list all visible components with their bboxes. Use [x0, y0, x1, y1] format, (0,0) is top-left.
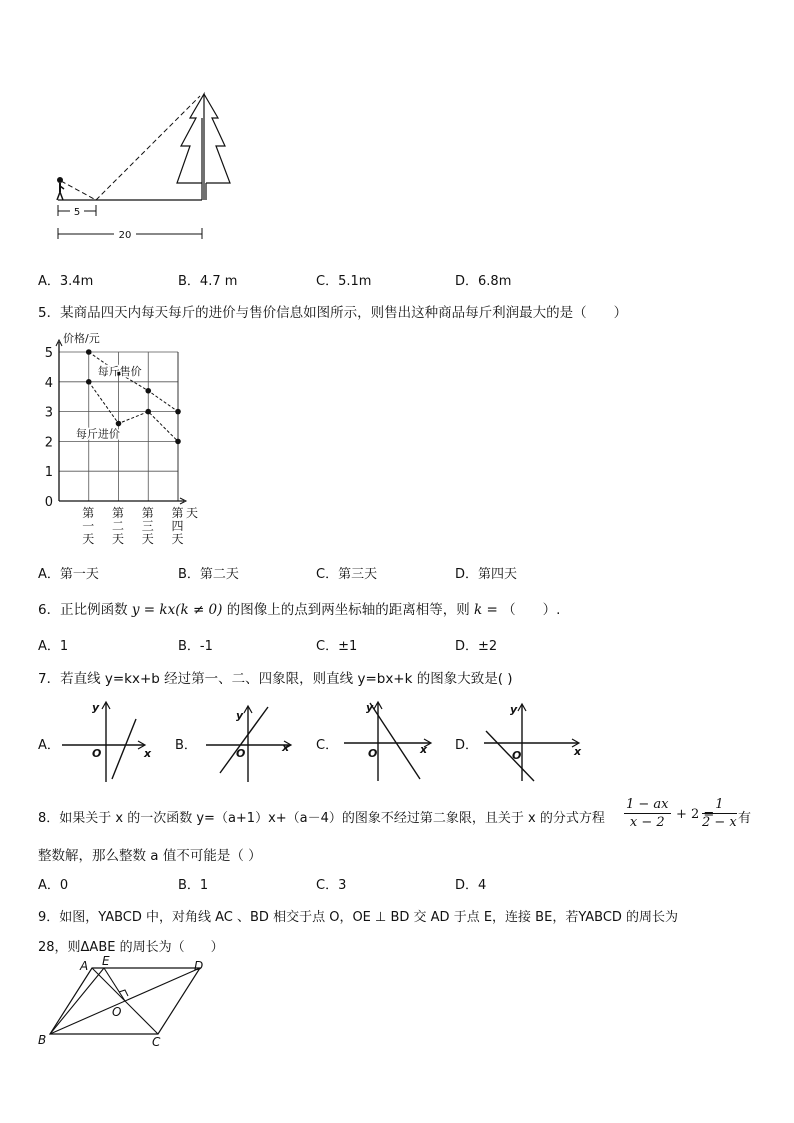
q7-option-a-graph[interactable] [56, 697, 166, 785]
svg-text:x: x [420, 743, 428, 756]
svg-text:B: B [38, 1033, 47, 1047]
svg-text:A: A [80, 959, 89, 973]
q5-option-b[interactable]: B．第二天 [178, 567, 239, 582]
svg-text:O: O [112, 1005, 122, 1019]
q6-option-a[interactable]: A．1 [38, 639, 69, 654]
q7-option-b-label[interactable]: B． [175, 738, 197, 753]
person-icon [57, 177, 64, 200]
category-label: 第 [82, 506, 95, 520]
category-label: 第 [141, 506, 154, 520]
y-tick-label: 5 [44, 346, 53, 361]
category-label: 二 [111, 519, 125, 533]
price-chart [30, 325, 210, 555]
svg-text:O: O [92, 747, 102, 760]
q8-stem-line2: 整数解，那么整数 a 值不可能是（ ） [38, 848, 262, 864]
q5-option-c[interactable]: C．第三天 [316, 567, 378, 582]
q8-option-c[interactable]: C．3 [316, 878, 347, 893]
q7-option-a-label[interactable]: A． [38, 738, 60, 753]
graph-line [220, 707, 268, 773]
x-axis-label: 天 [186, 506, 199, 520]
category-label: 天 [82, 532, 95, 546]
series-label-buy: 每斤进价 [75, 427, 120, 441]
category-label: 一 [82, 519, 95, 533]
q7-stem: 7．若直线 y=kx+b 经过第一、二、四象限，则直线 y=bx+k 的图象大致是( ) [38, 671, 513, 687]
tree-shadow-figure [40, 88, 240, 248]
category-label: 天 [111, 532, 125, 546]
data-point [86, 379, 92, 385]
q5-stem: 5．某商品四天内每天每斤的进价与售价信息如图所示，则售出这种商品每斤利润最大的是（ ） [38, 305, 628, 321]
data-point [175, 439, 181, 445]
y-tick-label: 2 [44, 435, 53, 451]
q8-option-b[interactable]: B．1 [178, 878, 209, 893]
data-point [86, 349, 92, 355]
q4-option-d[interactable]: D．6.8m [455, 274, 512, 289]
q7-option-d-label[interactable]: D． [455, 738, 479, 753]
category-label: 第 [111, 506, 125, 520]
svg-text:y: y [92, 701, 100, 714]
tree-icon [177, 94, 230, 200]
data-point [145, 409, 151, 415]
data-point [145, 388, 151, 394]
q8-stem-a: 8．如果关于 x 的一次函数 y=（a+1）x+（a－4）的图象不经过第二象限，且关于 x 的分式方程 [38, 811, 605, 826]
svg-text:x: x [574, 745, 582, 758]
category-label: 天 [171, 532, 184, 546]
parallelogram-figure [30, 952, 220, 1052]
q6-option-d[interactable]: D．±2 [455, 639, 498, 654]
q6-option-b[interactable]: B．-1 [178, 639, 213, 654]
q8-plus-two: + 2 = [676, 807, 715, 822]
svg-text:C: C [152, 1035, 161, 1049]
svg-text:y: y [510, 703, 518, 716]
dimension-label-5: 5 [73, 207, 81, 218]
q7-option-b-graph[interactable] [200, 697, 310, 785]
category-label: 第 [171, 506, 184, 520]
q6-formula: y = kx(k ≠ 0) [131, 602, 223, 618]
q4-option-a[interactable]: A．3.4m [38, 274, 94, 289]
q4-option-b[interactable]: B．4.7 m [178, 274, 238, 289]
svg-text:y: y [366, 701, 374, 714]
svg-text:y: y [236, 709, 244, 722]
segment-be [50, 968, 104, 1034]
q8-option-d[interactable]: D．4 [455, 878, 487, 893]
q9-stem-line2: 28，则ΔABE 的周长为（ ） [38, 940, 224, 955]
svg-text:E: E [102, 954, 110, 968]
graph-line [112, 719, 136, 779]
graph-line [486, 731, 534, 781]
q8-option-a[interactable]: A．0 [38, 878, 69, 893]
q9-stem-line1: 9．如图，YABCD 中，对角线 AC 、BD 相交于点 O，OE ⊥ BD 交 AD 于点 E，连接 BE，若YABCD 的周长为 [38, 910, 679, 925]
data-point [175, 409, 181, 415]
svg-text:D: D [194, 959, 204, 973]
segment-oe [104, 968, 125, 1001]
series-label-sell: 每斤售价 [97, 364, 142, 378]
q6-k-equals: k = [474, 602, 498, 618]
q8-stem-b: 有 [738, 811, 752, 826]
q7-option-c-graph[interactable] [340, 697, 450, 785]
q8-fraction-left: $\frac{1 - ax}{x - 2}$ [626, 797, 669, 830]
dimension-label-20: 20 [118, 230, 132, 241]
svg-text:x: x [282, 741, 290, 754]
q7-option-d-graph[interactable] [478, 697, 588, 785]
y-axis-label: 价格/元 [63, 332, 100, 345]
category-label: 天 [141, 532, 154, 546]
ray-line [61, 181, 96, 200]
svg-text:O: O [236, 747, 246, 760]
y-tick-label: 1 [44, 465, 53, 481]
y-tick-label: 3 [44, 405, 53, 421]
svg-text:O: O [512, 749, 522, 762]
q6-stem: 6．正比例函数 y = kx(k ≠ 0) 的图像上的点到两坐标轴的距离相等，则 k = （ ）. [38, 602, 561, 618]
q5-option-d[interactable]: D．第四天 [455, 567, 518, 582]
q7-option-c-label[interactable]: C． [316, 738, 339, 753]
data-point [116, 421, 122, 427]
q6-option-c[interactable]: C．±1 [316, 639, 358, 654]
category-label: 三 [141, 519, 154, 533]
q4-option-c[interactable]: C．5.1m [316, 274, 372, 289]
svg-text:x: x [144, 747, 152, 760]
y-tick-label: 4 [44, 375, 53, 391]
category-label: 四 [171, 519, 184, 533]
ray-line [96, 96, 200, 200]
q5-option-a[interactable]: A．第一天 [38, 567, 99, 582]
q8-fraction-right: $\frac{1}{2 - x}$ [702, 797, 737, 830]
y-tick-label: 0 [44, 495, 53, 510]
svg-text:O: O [368, 747, 378, 760]
